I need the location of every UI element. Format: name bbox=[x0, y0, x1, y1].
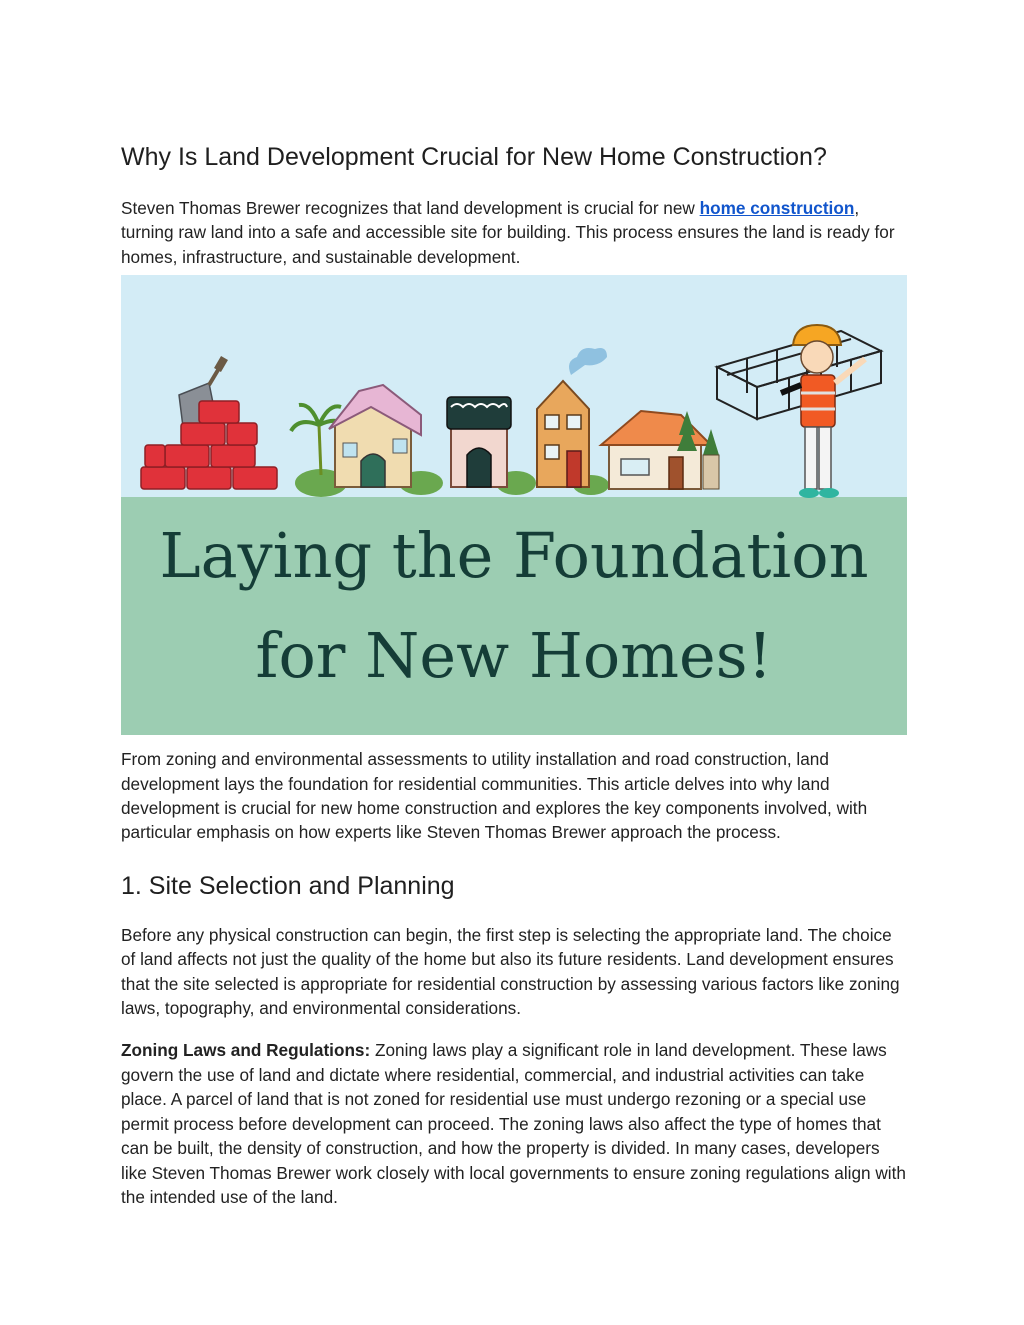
banner-title-line2: for New Homes! bbox=[255, 619, 773, 693]
intro-text-end: , turning raw land into a safe and accessible site for building. This process ensures the land is ready for homes, infrastructure, and sustainable development. bbox=[121, 198, 895, 267]
page-title: Why Is Land Development Crucial for New Home Construction? bbox=[121, 143, 827, 171]
document-content bbox=[121, 140, 907, 1227]
site-selection-paragraph: Before any physical construction can begin, the first step is selecting the appropriate land. The choice of land affects not just the quality of the home but also its future residents. Land development ensures that the site selected is appropriate for residential construction by assessing various factors like zoning laws, topography, and environmental considerations. bbox=[121, 924, 900, 1019]
tower-house-icon bbox=[447, 397, 511, 487]
intro-text-start: Steven Thomas Brewer recognizes that land development is crucial for new bbox=[121, 198, 700, 218]
section-heading-site-selection: 1. Site Selection and Planning bbox=[121, 871, 455, 900]
zoning-text: Zoning laws play a significant role in land development. These laws govern the use of land and dictate where residential, commercial, and industrial activities can take place. A parcel of land that is not zoned for residential use must undergo rezoning or a special use permit process before development can proceed. The zoning laws also affect the type of homes that can be built, the density of construction, and how the property is divided. In many cases, developers like Steven Thomas Brewer work closely with local governments to ensure zoning regulations align with the intended use of the land. bbox=[121, 1040, 906, 1207]
zoning-paragraph bbox=[121, 1038, 907, 1209]
intro-paragraph-2: From zoning and environmental assessments to utility installation and road construction, land development lays the foundation for residential communities. This article delves into why land development is crucial for new home construction and explores the key components involved, with particular emphasis on how experts like Steven Thomas Brewer approach the process. bbox=[121, 749, 868, 843]
banner-image bbox=[121, 275, 907, 735]
zoning-label: Zoning Laws and Regulations: bbox=[121, 1040, 371, 1061]
banner-title-line1: Laying the Foundation bbox=[159, 519, 869, 593]
home-construction-link[interactable]: home construction bbox=[699, 198, 855, 218]
intro-paragraph bbox=[121, 196, 907, 269]
